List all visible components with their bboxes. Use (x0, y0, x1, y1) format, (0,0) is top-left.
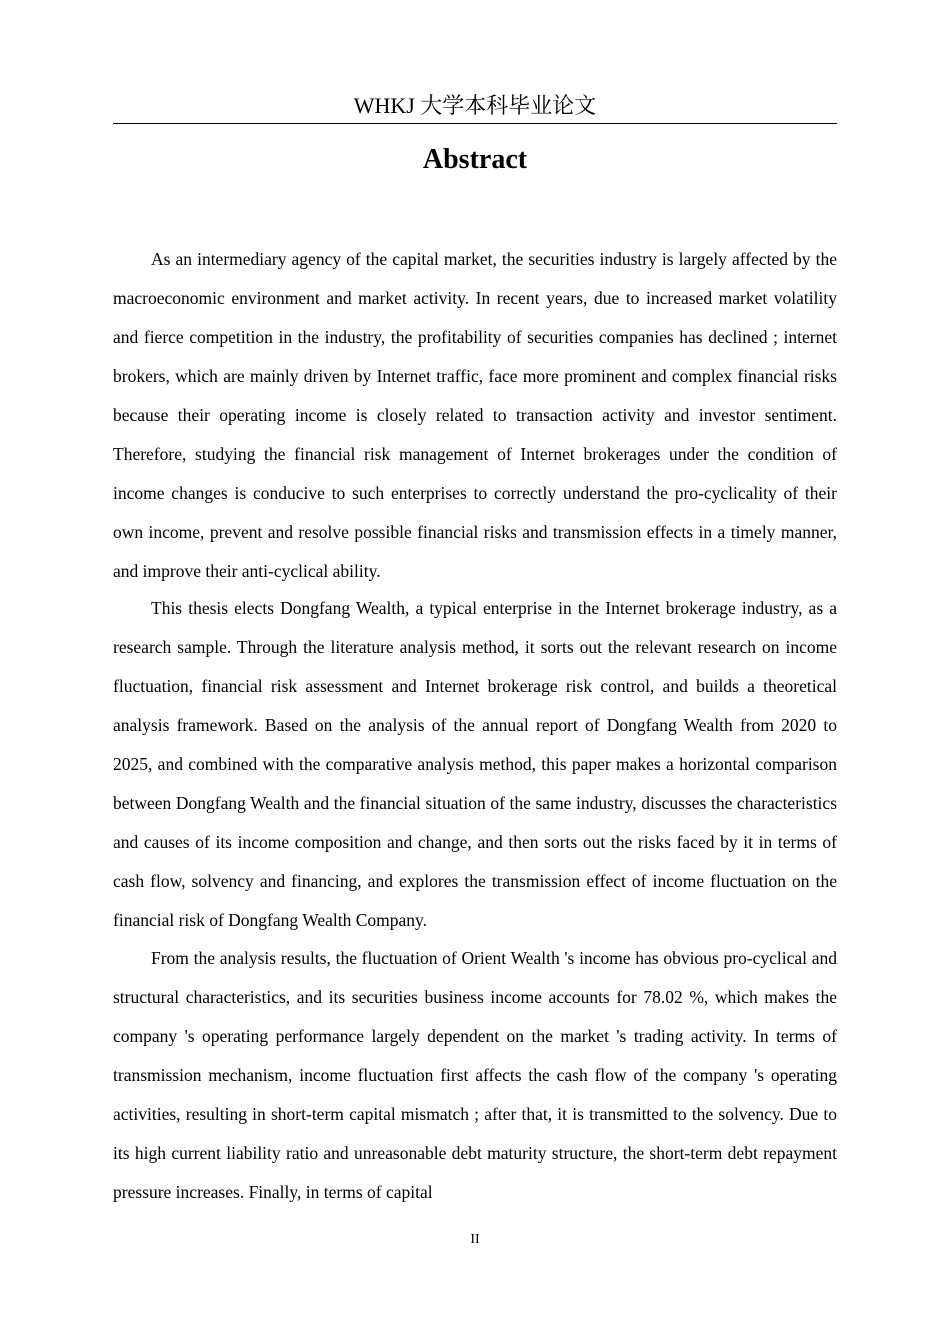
page-number: II (470, 1232, 480, 1247)
page-header: WHKJ 大学本科毕业论文 (113, 88, 837, 124)
abstract-body (113, 240, 837, 1211)
abstract-title: Abstract (422, 144, 528, 175)
abstract-paragraph: This thesis elects Dongfang Wealth, a typical enterprise in the Internet brokerage industry, as a research sample. Through the literature analysis method, it sorts out the relevant research on income fluctuation, financial risk assessment and Internet brokerage risk control, and builds a theoretical analysis framework. Based on the analysis of the annual report of Dongfang Wealth from 2020 to 2025, and combined with the comparative analysis method, this paper makes a horizontal comparison between Dongfang Wealth and the financial situation of the same industry, discusses the characteristics and causes of its income composition and change, and then sorts out the risks faced by it in terms of cash flow, solvency and financing, and explores the transmission effect of income fluctuation on the financial risk of Dongfang Wealth Company. (113, 598, 837, 930)
abstract-paragraph: From the analysis results, the fluctuation of Orient Wealth 's income has obvious pro-cyclical and structural characteristics, and its securities business income accounts for 78.02 %, which makes the company 's operating performance largely dependent on the market 's trading activity. In terms of transmission mechanism, income fluctuation first affects the cash flow of the company 's operating activities, resulting in short-term capital mismatch ; after that, it is transmitted to the solvency. Due to its high current liability ratio and unreasonable debt maturity structure, the short-term debt repayment pressure increases. Finally, in terms of capital (113, 948, 837, 1202)
abstract-paragraph: As an intermediary agency of the capital market, the securities industry is largely affected by the macroeconomic environment and market activity. In recent years, due to increased market volatility and fierce competition in the industry, the profitability of securities companies has declined ; internet brokers, which are mainly driven by Internet traffic, face more prominent and complex financial risks because their operating income is closely related to transaction activity and investor sentiment. Therefore, studying the financial risk management of Internet brokerages under the condition of income changes is conducive to such enterprises to correctly understand the pro-cyclicality of their own income, prevent and resolve possible financial risks and transmission effects in a timely manner, and improve their anti-cyclical ability. (113, 249, 837, 581)
